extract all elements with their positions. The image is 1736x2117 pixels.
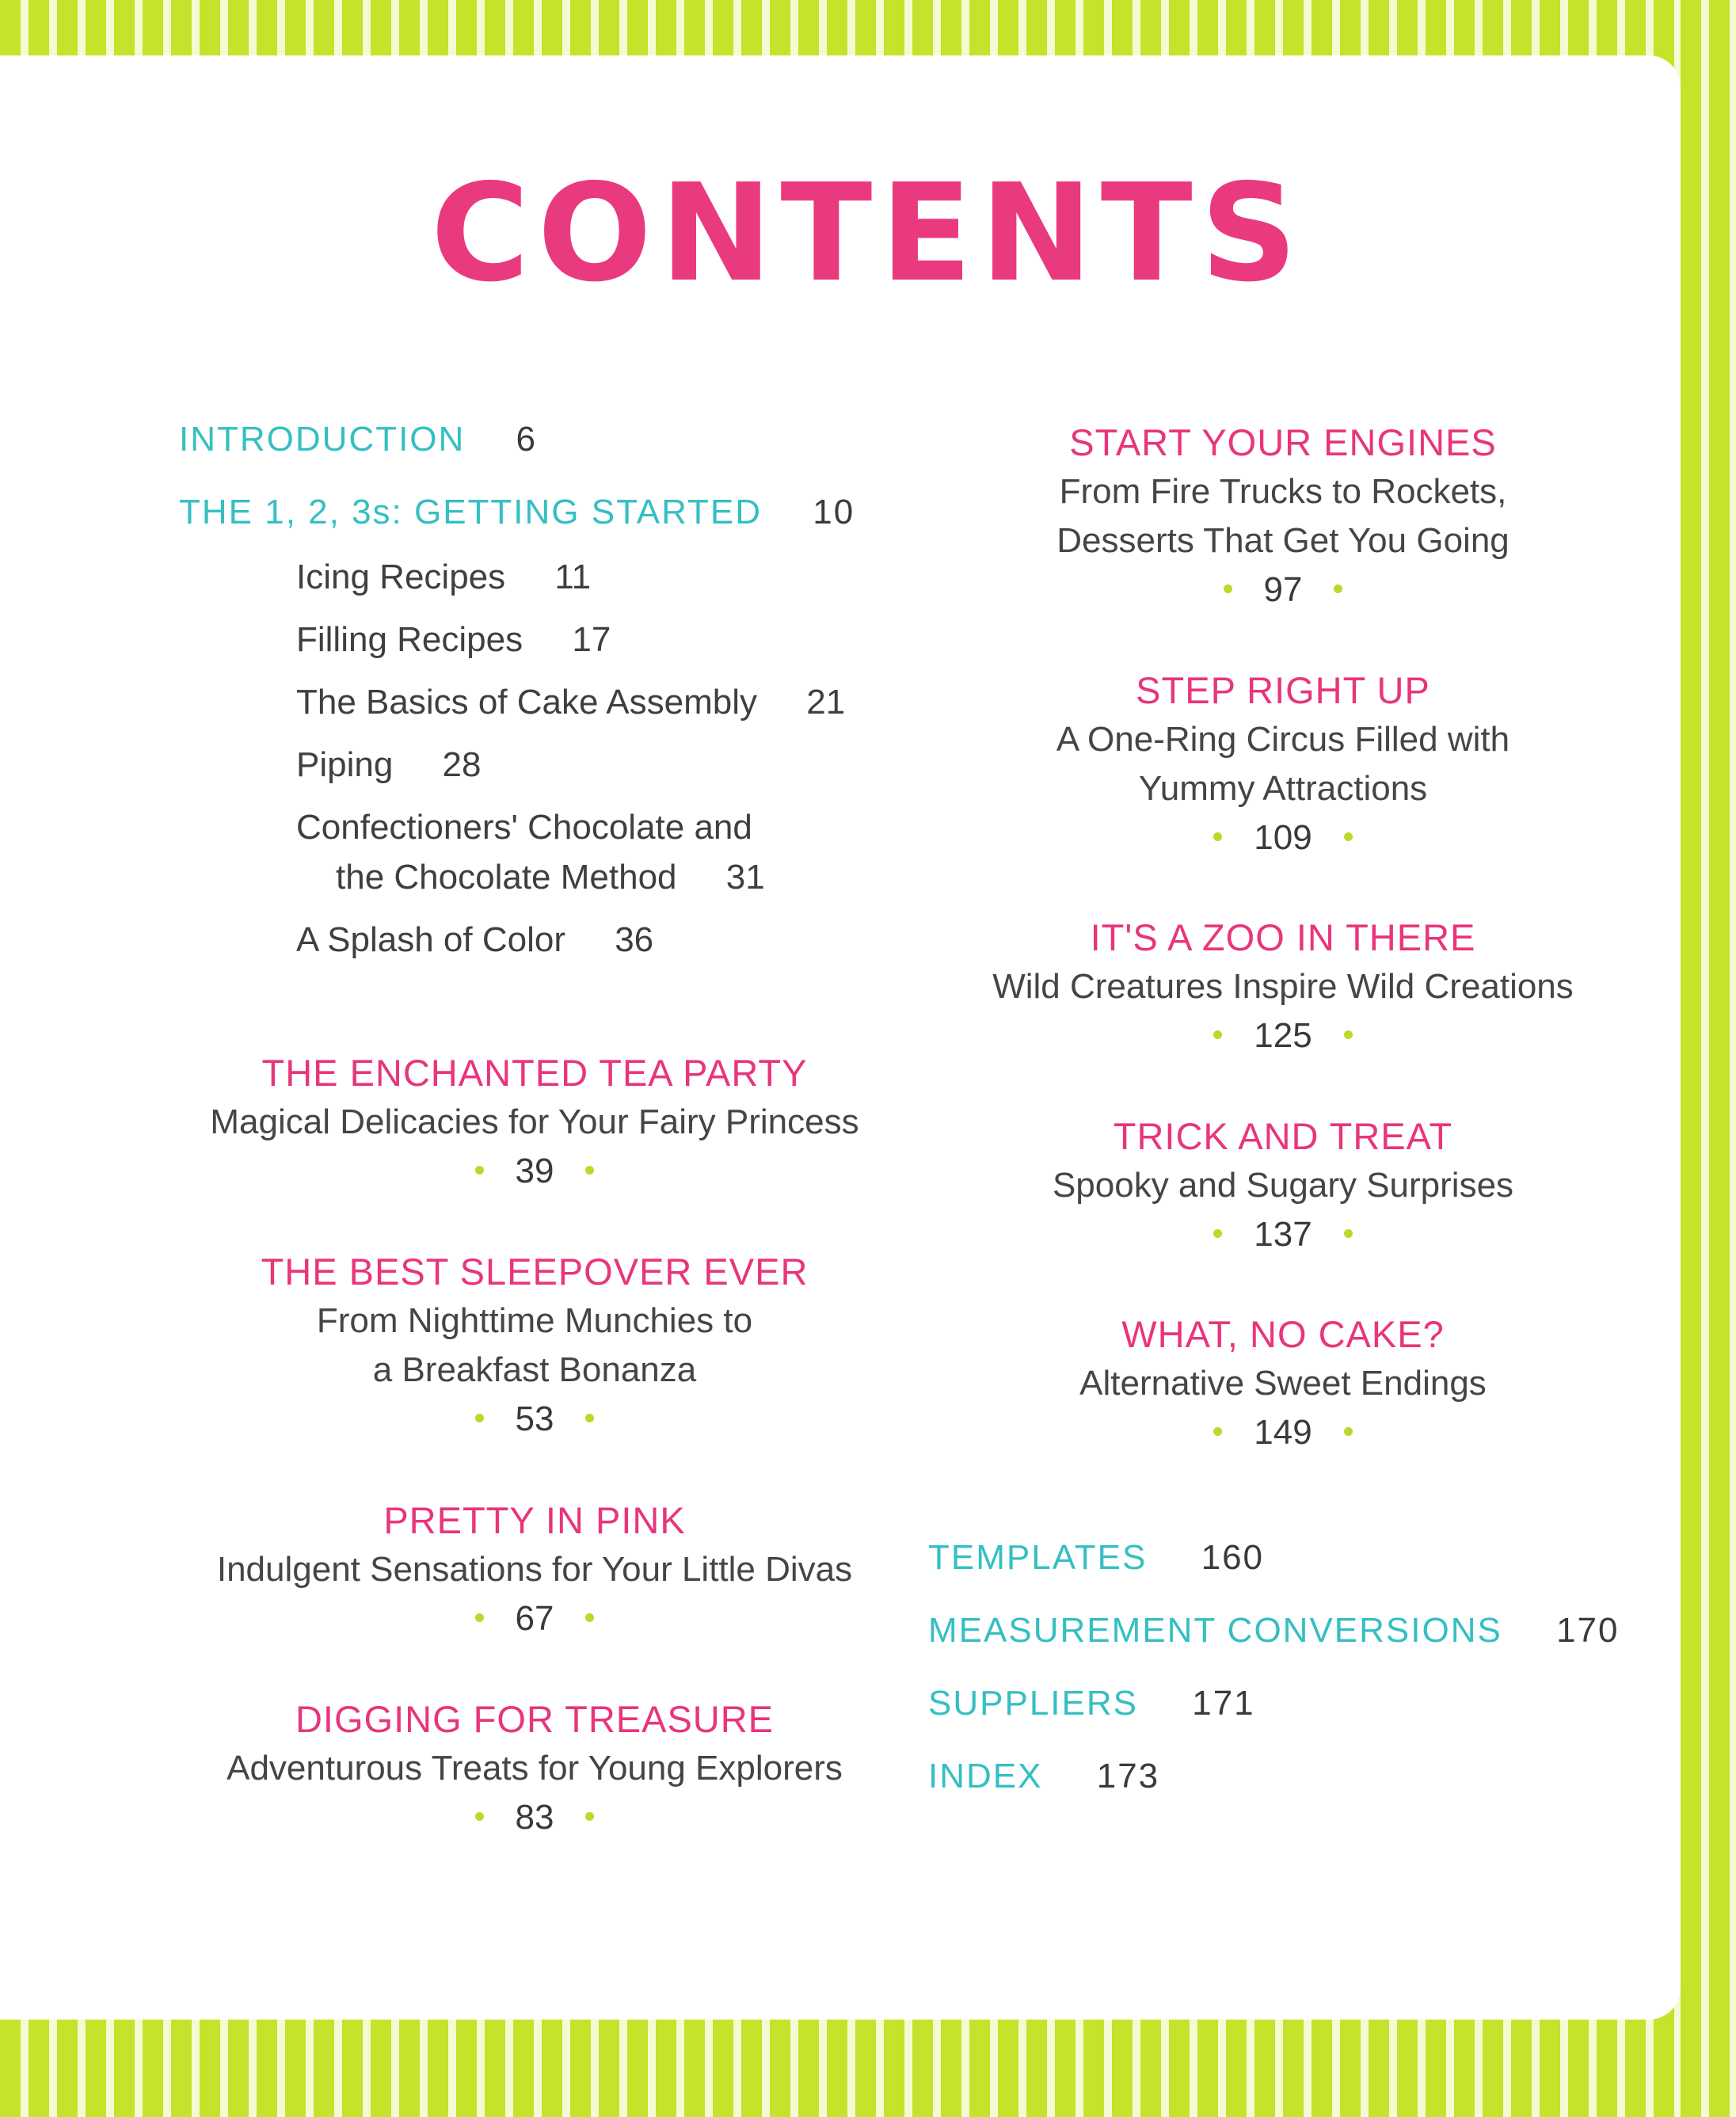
chapter-page-row bbox=[150, 1594, 919, 1643]
chapter-subtitle: Indulgent Sensations for Your Little Divas bbox=[216, 1550, 853, 1589]
toc-sub-icing[interactable] bbox=[296, 558, 591, 597]
chapter-pretty-in-pink[interactable] bbox=[150, 1496, 919, 1643]
chapter-title: PRETTY IN PINK bbox=[383, 1499, 686, 1541]
chapter-what-no-cake[interactable] bbox=[927, 1310, 1639, 1457]
chapter-page-row bbox=[927, 813, 1639, 862]
toc-back-page: 171 bbox=[1192, 1684, 1255, 1723]
toc-sub-chocolate-cont[interactable] bbox=[336, 858, 765, 897]
right-stripe-border bbox=[1681, 0, 1736, 2117]
bullet-dot bbox=[585, 1166, 594, 1175]
chapter-page-row bbox=[927, 1210, 1639, 1259]
toc-back-page: 173 bbox=[1096, 1757, 1160, 1795]
chapter-subtitle: Yummy Attractions bbox=[1138, 769, 1428, 808]
bullet-dot bbox=[1344, 1427, 1353, 1436]
bullet-dot bbox=[1334, 584, 1342, 593]
chapter-title: START YOUR ENGINES bbox=[1069, 421, 1497, 463]
chapter-title: DIGGING FOR TREASURE bbox=[295, 1698, 775, 1740]
toc-sub-label: Piping bbox=[296, 745, 394, 784]
toc-sub-filling[interactable] bbox=[296, 620, 611, 660]
toc-getting-started[interactable] bbox=[179, 493, 855, 532]
toc-sub-label: A Splash of Color bbox=[296, 920, 565, 959]
bullet-dot bbox=[1344, 832, 1353, 841]
chapter-subtitle: From Nighttime Munchies to bbox=[316, 1301, 753, 1340]
chapter-title: THE ENCHANTED TEA PARTY bbox=[261, 1052, 808, 1094]
toc-sub-chocolate[interactable] bbox=[296, 808, 752, 847]
chapter-subtitle: Adventurous Treats for Young Explorers bbox=[227, 1749, 843, 1788]
chapter-subtitle: From Fire Trucks to Rockets, bbox=[1059, 472, 1507, 511]
toc-sub-label: Icing Recipes bbox=[296, 558, 506, 596]
bullet-dot bbox=[1213, 1229, 1222, 1238]
chapter-subtitle: Wild Creatures Inspire Wild Creations bbox=[992, 967, 1574, 1006]
toc-back-label: INDEX bbox=[928, 1757, 1043, 1795]
toc-index[interactable] bbox=[928, 1757, 1159, 1796]
toc-sub-label: Filling Recipes bbox=[296, 620, 523, 659]
toc-getting-started-page: 10 bbox=[813, 493, 855, 531]
chapter-page-row bbox=[927, 1011, 1639, 1060]
chapter-page: 83 bbox=[515, 1798, 554, 1837]
chapter-subtitle: Magical Delicacies for Your Fairy Princess bbox=[210, 1102, 859, 1141]
toc-templates[interactable] bbox=[928, 1538, 1264, 1578]
toc-introduction-label: INTRODUCTION bbox=[179, 420, 466, 459]
bullet-dot bbox=[585, 1812, 594, 1821]
toc-sub-page: 36 bbox=[615, 920, 654, 959]
chapter-page: 39 bbox=[515, 1152, 554, 1190]
chapter-enchanted-tea-party[interactable] bbox=[150, 1049, 919, 1196]
chapter-trick-and-treat[interactable] bbox=[927, 1112, 1639, 1259]
chapter-page: 67 bbox=[515, 1599, 554, 1638]
chapter-page-row bbox=[150, 1147, 919, 1196]
bullet-dot bbox=[1224, 584, 1232, 593]
toc-back-label: TEMPLATES bbox=[928, 1538, 1148, 1577]
toc-back-page: 160 bbox=[1201, 1538, 1265, 1577]
chapter-page: 109 bbox=[1254, 818, 1312, 857]
toc-sub-piping[interactable] bbox=[296, 745, 482, 785]
chapter-subtitle: Desserts That Get You Going bbox=[1056, 521, 1509, 560]
toc-sub-page: 17 bbox=[572, 620, 611, 659]
toc-back-label: MEASUREMENT CONVERSIONS bbox=[928, 1611, 1502, 1650]
toc-introduction[interactable] bbox=[179, 420, 537, 459]
chapter-title: WHAT, NO CAKE? bbox=[1121, 1313, 1445, 1355]
chapter-page: 125 bbox=[1254, 1016, 1312, 1055]
chapter-page: 53 bbox=[515, 1399, 554, 1438]
bullet-dot bbox=[1213, 1030, 1222, 1039]
toc-sub-page: 21 bbox=[806, 683, 846, 722]
bullet-dot bbox=[475, 1613, 484, 1622]
chapter-zoo-in-there[interactable] bbox=[927, 913, 1639, 1060]
toc-back-page: 170 bbox=[1556, 1611, 1620, 1650]
chapter-page-row bbox=[927, 1408, 1639, 1457]
toc-sub-assembly[interactable] bbox=[296, 683, 845, 722]
chapter-title: THE BEST SLEEPOVER EVER bbox=[261, 1251, 809, 1293]
contents-title: CONTENTS bbox=[430, 155, 1306, 312]
chapter-page: 149 bbox=[1254, 1413, 1312, 1452]
chapter-subtitle: a Breakfast Bonanza bbox=[372, 1350, 697, 1389]
toc-sub-label-2: the Chocolate Method bbox=[336, 858, 677, 897]
toc-getting-started-label: THE 1, 2, 3s: GETTING STARTED bbox=[179, 493, 763, 531]
chapter-step-right-up[interactable] bbox=[927, 666, 1639, 862]
bullet-dot bbox=[1213, 832, 1222, 841]
bullet-dot bbox=[1344, 1030, 1353, 1039]
chapter-page-row bbox=[150, 1793, 919, 1842]
toc-sub-page: 11 bbox=[554, 558, 592, 596]
chapter-best-sleepover[interactable] bbox=[150, 1247, 919, 1444]
chapter-title: TRICK AND TREAT bbox=[1113, 1115, 1453, 1157]
bullet-dot bbox=[475, 1414, 484, 1422]
toc-sub-label: The Basics of Cake Assembly bbox=[296, 683, 758, 722]
bullet-dot bbox=[475, 1166, 484, 1175]
toc-sub-color[interactable] bbox=[296, 920, 653, 960]
chapter-page: 137 bbox=[1254, 1215, 1312, 1254]
toc-back-label: SUPPLIERS bbox=[928, 1684, 1138, 1723]
bullet-dot bbox=[1213, 1427, 1222, 1436]
toc-sub-label: Confectioners' Chocolate and bbox=[296, 808, 752, 847]
toc-measurement-conversions[interactable] bbox=[928, 1611, 1620, 1651]
toc-sub-page: 31 bbox=[725, 858, 765, 897]
toc-introduction-page: 6 bbox=[516, 420, 538, 459]
chapter-subtitle: A One-Ring Circus Filled with bbox=[1056, 720, 1510, 759]
toc-sub-page: 28 bbox=[442, 745, 482, 784]
bullet-dot bbox=[475, 1812, 484, 1821]
chapter-subtitle: Spooky and Sugary Surprises bbox=[1052, 1166, 1514, 1205]
chapter-page: 97 bbox=[1263, 570, 1303, 609]
chapter-title: IT'S A ZOO IN THERE bbox=[1090, 916, 1476, 958]
toc-suppliers[interactable] bbox=[928, 1684, 1255, 1723]
bullet-dot bbox=[1344, 1229, 1353, 1238]
chapter-subtitle: Alternative Sweet Endings bbox=[1079, 1364, 1487, 1403]
chapter-title: STEP RIGHT UP bbox=[1136, 669, 1430, 711]
chapter-digging-for-treasure[interactable] bbox=[150, 1695, 919, 1842]
bullet-dot bbox=[585, 1613, 594, 1622]
chapter-page-row bbox=[150, 1395, 919, 1444]
bullet-dot bbox=[585, 1414, 594, 1422]
chapter-start-your-engines[interactable] bbox=[927, 418, 1639, 615]
chapter-page-row bbox=[927, 565, 1639, 615]
